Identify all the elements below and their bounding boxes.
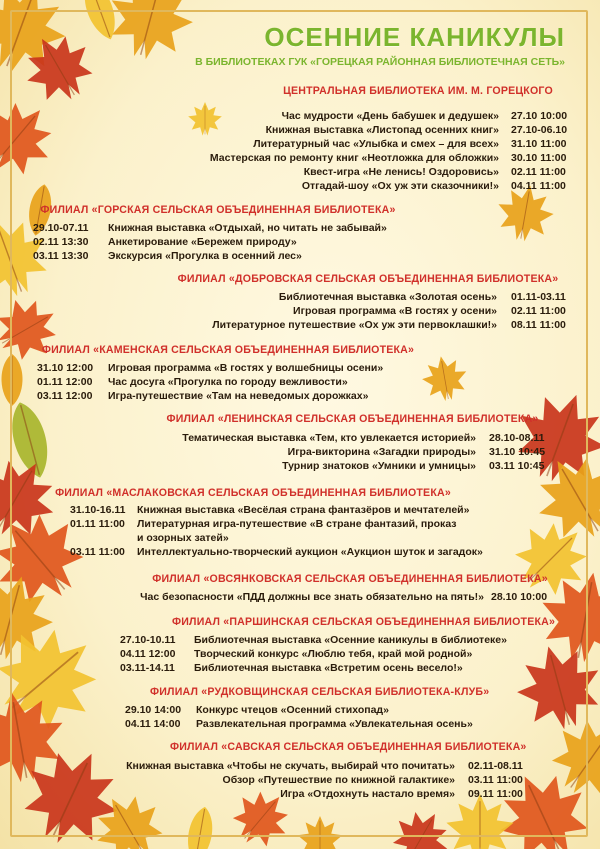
event-date: 31.10-16.11 bbox=[70, 504, 126, 516]
event-name: Литературный час «Улыбка и смех – для всех» bbox=[253, 138, 499, 150]
event-name: Игра «Отдохнуть настало время» bbox=[280, 788, 455, 800]
event-date: 03.11 10:45 bbox=[489, 460, 545, 472]
event-date: 03.11 12:00 bbox=[37, 390, 93, 402]
section-title: ФИЛИАЛ «ГОРСКАЯ СЕЛЬСКАЯ ОБЪЕДИНЕННАЯ БИБЛИОТЕКА» bbox=[40, 204, 396, 216]
event-date: 02.11-08.11 bbox=[468, 760, 523, 772]
event-name: Библиотечная выставка «Золотая осень» bbox=[278, 291, 497, 303]
event-name: Час мудрости «День бабушек и дедушек» bbox=[281, 110, 499, 122]
event-date: 02.11 11:00 bbox=[511, 305, 566, 317]
event-date: 01.11-03.11 bbox=[511, 291, 566, 303]
section-title: ФИЛИАЛ «ДОБРОВСКАЯ СЕЛЬСКАЯ ОБЪЕДИНЕННАЯ БИБЛИОТЕКА» bbox=[177, 273, 559, 285]
event-name: Квест-игра «Не ленись! Оздоровись» bbox=[303, 166, 499, 178]
event-date: 29.10 14:00 bbox=[125, 704, 182, 716]
event-name: Анкетирование «Бережем природу» bbox=[108, 236, 297, 248]
event-name: Конкурс чтецов «Осенний стихопад» bbox=[196, 704, 389, 716]
section-title: ФИЛИАЛ «ПАРШИНСКАЯ СЕЛЬСКАЯ ОБЪЕДИНЕННАЯ БИБЛИОТЕКА» bbox=[172, 616, 556, 628]
event-name: Книжная выставка «Весёлая страна фантазёров и мечтателей» bbox=[137, 504, 470, 516]
event-date: 27.10 10:00 bbox=[511, 110, 568, 122]
event-date: 03.11-14.11 bbox=[120, 662, 175, 674]
poster-subtitle: В БИБЛИОТЕКАХ ГУК «ГОРЕЦКАЯ РАЙОННАЯ БИБЛИОТЕЧНАЯ СЕТЬ» bbox=[195, 56, 565, 68]
event-date: 30.10 11:00 bbox=[511, 152, 567, 164]
event-date: 27.10-10.11 bbox=[120, 634, 176, 646]
event-name: Час безопасности «ПДД должны все знать обязательно на пять!» bbox=[140, 591, 484, 603]
event-name: Отгадай-шоу «Ох уж эти сказочники!» bbox=[301, 180, 499, 192]
section-title: ФИЛИАЛ «МАСЛАКОВСКАЯ СЕЛЬСКАЯ ОБЪЕДИНЕННАЯ БИБЛИОТЕКА» bbox=[55, 487, 451, 499]
event-name: Игровая программа «В гостях у осени» bbox=[293, 305, 497, 317]
section-title: ФИЛИАЛ «КАМЕНСКАЯ СЕЛЬСКАЯ ОБЪЕДИНЕННАЯ БИБЛИОТЕКА» bbox=[41, 344, 415, 356]
event-name: Тематическая выставка «Тем, кто увлекается историей» bbox=[182, 432, 476, 444]
event-name: Библиотечная выставка «Осенние каникулы в библиотеке» bbox=[194, 634, 507, 646]
event-name: Турнир знатоков «Умники и умницы» bbox=[282, 460, 476, 472]
event-date: 04.11 12:00 bbox=[120, 648, 176, 660]
event-date: 29.10-07.11 bbox=[33, 222, 89, 234]
event-name: Развлекательная программа «Увлекательная осень» bbox=[196, 718, 473, 730]
event-date: 03.11 11:00 bbox=[70, 546, 125, 558]
event-name: Творческий конкурс «Люблю тебя, край мой родной» bbox=[194, 648, 473, 660]
event-date: 28.10-08.11 bbox=[489, 432, 545, 444]
event-name: Интеллектуально-творческий аукцион «Аукцион шуток и загадок» bbox=[137, 546, 483, 558]
event-name: Игровая программа «В гостях у волшебницы осени» bbox=[108, 362, 384, 374]
section-title: ФИЛИАЛ «ОВСЯНКОВСКАЯ СЕЛЬСКАЯ ОБЪЕДИНЕННАЯ БИБЛИОТЕКА» bbox=[152, 573, 548, 585]
event-name: Игра-путешествие «Там на неведомых дорожках» bbox=[108, 390, 369, 402]
event-name: Книжная выставка «Чтобы не скучать, выбирай что почитать» bbox=[126, 760, 455, 772]
event-date: 02.11 11:00 bbox=[511, 166, 566, 178]
event-name: Книжная выставка «Листопад осенних книг» bbox=[265, 124, 499, 136]
event-name: Литературное путешествие «Ох уж эти первоклашки!» bbox=[212, 319, 497, 331]
event-date: 03.11 13:30 bbox=[33, 250, 89, 262]
poster-title: ОСЕННИЕ КАНИКУЛЫ bbox=[264, 22, 565, 52]
event-name: Обзор «Путешествие по книжной галактике» bbox=[222, 774, 455, 786]
event-date: 02.11 13:30 bbox=[33, 236, 89, 248]
section-title: ЦЕНТРАЛЬНАЯ БИБЛИОТЕКА ИМ. М. ГОРЕЦКОГО bbox=[283, 85, 553, 97]
event-name: и озорных затей» bbox=[137, 532, 229, 544]
event-date: 31.10 10:45 bbox=[489, 446, 546, 458]
section-title: ФИЛИАЛ «САВСКАЯ СЕЛЬСКАЯ ОБЪЕДИНЕННАЯ БИБЛИОТЕКА» bbox=[170, 741, 527, 753]
event-date: 03.11 11:00 bbox=[468, 774, 523, 786]
event-date: 09.11 11:00 bbox=[468, 788, 523, 800]
event-date: 01.11 11:00 bbox=[70, 518, 125, 530]
event-date: 08.11 11:00 bbox=[511, 319, 566, 331]
event-date: 04.11 11:00 bbox=[511, 180, 566, 192]
event-name: Экскурсия «Прогулка в осенний лес» bbox=[108, 250, 302, 262]
event-date: 31.10 12:00 bbox=[37, 362, 94, 374]
section-title: ФИЛИАЛ «ЛЕНИНСКАЯ СЕЛЬСКАЯ ОБЪЕДИНЕННАЯ БИБЛИОТЕКА» bbox=[166, 413, 539, 425]
event-date: 31.10 11:00 bbox=[511, 138, 567, 150]
event-name: Литературная игра-путешествие «В стране фантазий, проказ bbox=[137, 518, 457, 530]
section-title: ФИЛИАЛ «РУДКОВЩИНСКАЯ СЕЛЬСКАЯ БИБЛИОТЕКА-КЛУБ» bbox=[150, 686, 490, 698]
event-name: Игра-викторина «Загадки природы» bbox=[287, 446, 476, 458]
event-name: Мастерская по ремонту книг «Неотложка для обложки» bbox=[209, 152, 499, 164]
event-date: 04.11 14:00 bbox=[125, 718, 181, 730]
event-date: 28.10 10:00 bbox=[491, 591, 548, 603]
event-date: 01.11 12:00 bbox=[37, 376, 93, 388]
event-name: Библиотечная выставка «Встретим осень весело!» bbox=[194, 662, 463, 674]
event-name: Книжная выставка «Отдыхай, но читать не забывай» bbox=[108, 222, 387, 234]
event-date: 27.10-06.10 bbox=[511, 124, 568, 136]
event-name: Час досуга «Прогулка по городу вежливости» bbox=[108, 376, 348, 388]
